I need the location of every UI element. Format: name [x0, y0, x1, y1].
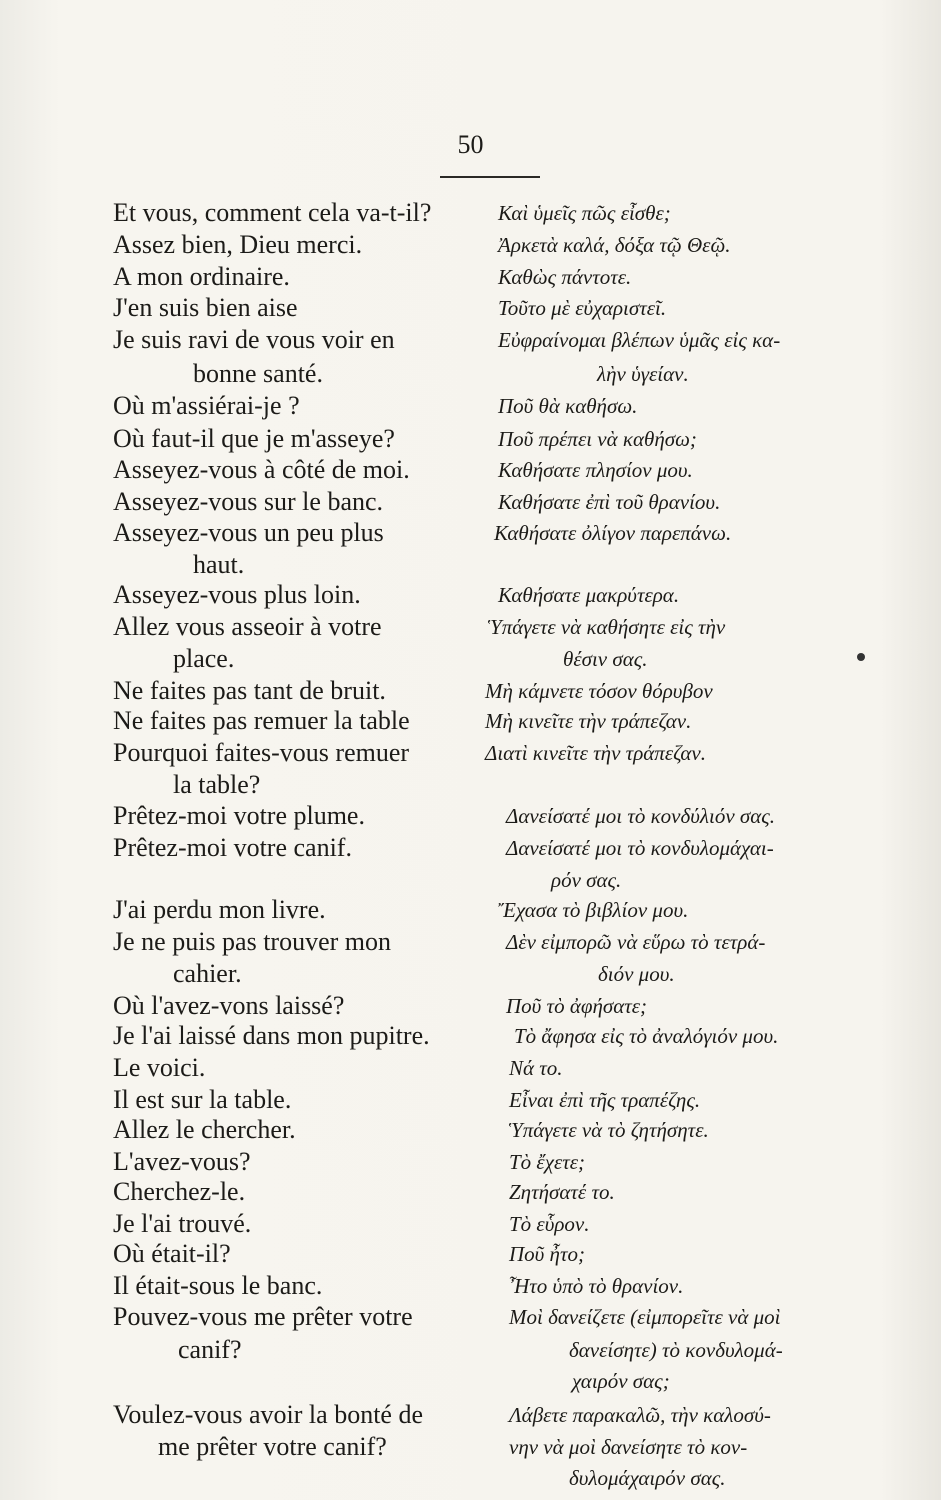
- french-text: Cherchez-le.: [113, 1177, 246, 1206]
- greek-text: Ἀρκετὰ καλά, δόξα τῷ Θεῷ.: [498, 233, 731, 257]
- greek-text: νην νὰ μοὶ δανείσητε τὸ κον-: [509, 1435, 748, 1459]
- phrase-line: [0, 325, 941, 361]
- phrase-line: [0, 1400, 941, 1436]
- phrase-line: [0, 1115, 941, 1151]
- greek-text: θέσιν σας.: [563, 647, 648, 671]
- greek-text: Ζητήσατέ το.: [509, 1180, 615, 1204]
- greek-text: Νά το.: [509, 1056, 563, 1080]
- phrase-line: [0, 833, 941, 869]
- french-text: cahier.: [173, 959, 242, 988]
- greek-text: Καθήσατε πλησίον μου.: [498, 458, 693, 482]
- greek-text: Ἦτο ὑπὸ τὸ θρανίον.: [509, 1274, 684, 1298]
- phrase-line: [0, 518, 941, 554]
- phrase-line: [0, 1239, 941, 1275]
- french-text: haut.: [193, 550, 245, 579]
- greek-text: Καθήσατε μακρύτερα.: [498, 583, 680, 607]
- greek-text: Δανείσατέ μοι τὸ κονδυλομάχαι-: [506, 836, 774, 860]
- page-number: 50: [457, 130, 484, 159]
- french-text: Où faut-il que je m'asseye?: [113, 424, 395, 453]
- phrase-line: [0, 1021, 941, 1057]
- french-text: Je l'ai laissé dans mon pupitre.: [113, 1021, 430, 1050]
- french-text: Pouvez-vous me prêter votre: [113, 1302, 413, 1331]
- phrase-line: [0, 198, 941, 234]
- greek-text: Τὸ ἔχετε;: [509, 1150, 586, 1174]
- phrase-line: [0, 293, 941, 329]
- phrase-line: [0, 580, 941, 616]
- french-text: Il est sur la table.: [113, 1085, 292, 1114]
- french-text: Je ne puis pas trouver mon: [113, 927, 392, 956]
- greek-text: Ποῦ θὰ καθήσω.: [498, 394, 638, 418]
- greek-text: Ποῦ πρέπει νὰ καθήσω;: [498, 427, 697, 451]
- french-text: canif?: [178, 1335, 242, 1364]
- french-text: Prêtez-moi votre plume.: [113, 801, 365, 830]
- french-text: Voulez-vous avoir la bonté de: [113, 1400, 423, 1429]
- french-text: Où m'assiérai-je ?: [113, 391, 300, 420]
- phrase-line: [0, 612, 941, 648]
- greek-text: Καθὼς πάντοτε.: [498, 265, 632, 289]
- greek-text: λὴν ὑγείαν.: [597, 362, 689, 386]
- french-text: Assez bien, Dieu merci.: [113, 230, 363, 259]
- greek-text: Εὐφραίνομαι βλέπων ὑμᾶς εἰς κα-: [498, 328, 781, 352]
- phrase-line: [0, 455, 941, 491]
- greek-text: Δὲν εἰμπορῶ νὰ εὕρω τὸ τετρά-: [506, 930, 766, 954]
- french-text: Allez vous asseoir à votre: [113, 612, 382, 641]
- greek-text: Καθήσατε ἐπὶ τοῦ θρανίου.: [498, 490, 721, 514]
- french-text: place.: [173, 644, 235, 673]
- french-text: Pourquoi faites-vous remuer: [113, 738, 410, 767]
- french-text: Ne faites pas tant de bruit.: [113, 676, 386, 705]
- greek-text: διόν μου.: [598, 962, 675, 986]
- phrase-line: [0, 359, 941, 395]
- phrase-line: [0, 895, 941, 931]
- french-text: Où l'avez-vons laissé?: [113, 991, 345, 1020]
- greek-text: Μὴ κινεῖτε τὴν τράπεζαν.: [485, 709, 692, 733]
- greek-text: Ὑπάγετε νὰ καθήσητε εἰς τὴν: [488, 615, 726, 639]
- french-text: A mon ordinaire.: [113, 262, 290, 291]
- greek-text: Εἶναι ἐπὶ τῆς τραπέζης.: [509, 1088, 701, 1112]
- greek-text: Ἔχασα τὸ βιβλίον μου.: [498, 898, 689, 922]
- french-text: Asseyez-vous sur le banc.: [113, 487, 384, 516]
- phrase-line: [0, 1302, 941, 1338]
- french-text: la table?: [173, 770, 261, 799]
- french-text: Le voici.: [113, 1053, 206, 1082]
- french-text: Allez le chercher.: [113, 1115, 296, 1144]
- french-text: Je l'ai trouvé.: [113, 1209, 252, 1238]
- french-text: Je suis ravi de vous voir en: [113, 325, 395, 354]
- phrase-line: [0, 1463, 941, 1499]
- header-rule: [440, 176, 540, 178]
- greek-text: Ποῦ τὸ ἀφήσατε;: [506, 994, 648, 1018]
- phrase-line: [0, 959, 941, 995]
- french-text: Ne faites pas remuer la table: [113, 706, 410, 735]
- greek-text: δανείσητε) τὸ κονδυλομά-: [569, 1338, 783, 1362]
- french-text: Asseyez-vous à côté de moi.: [113, 455, 410, 484]
- french-text: Où était-il?: [113, 1239, 231, 1268]
- ink-spot: [857, 653, 865, 661]
- greek-text: Καθήσατε ὀλίγον παρεπάνω.: [494, 521, 732, 545]
- french-text: L'avez-vous?: [113, 1147, 251, 1176]
- french-text: Asseyez-vous plus loin.: [113, 580, 361, 609]
- phrase-line: [0, 644, 941, 680]
- greek-text: ρόν σας.: [551, 868, 622, 892]
- greek-text: Ὑπάγετε νὰ τὸ ζητήσητε.: [509, 1118, 709, 1142]
- greek-text: Τὸ ἄφησα εἰς τὸ ἀναλόγιόν μου.: [514, 1024, 779, 1048]
- french-text: Asseyez-vous un peu plus: [113, 518, 384, 547]
- french-text: Et vous, comment cela va-t-il?: [113, 198, 432, 227]
- greek-text: Ποῦ ἦτο;: [509, 1242, 585, 1266]
- phrase-line: [0, 230, 941, 266]
- french-text: me prêter votre canif?: [158, 1432, 387, 1461]
- phrase-line: [0, 1366, 941, 1402]
- greek-text: Μὴ κάμνετε τόσον θόρυβον: [485, 679, 713, 703]
- greek-text: Δανείσατέ μοι τὸ κονδύλιόν σας.: [506, 804, 776, 828]
- french-text: J'ai perdu mon livre.: [113, 895, 326, 924]
- phrase-line: [0, 1177, 941, 1213]
- greek-text: Λάβετε παρακαλῶ, τὴν καλοσύ-: [509, 1403, 771, 1427]
- french-text: bonne santé.: [193, 359, 323, 388]
- french-text: Il était-sous le banc.: [113, 1271, 323, 1300]
- phrase-line: [0, 801, 941, 837]
- phrase-line: [0, 391, 941, 427]
- greek-text: Καὶ ὑμεῖς πῶς εἶσθε;: [498, 201, 671, 225]
- phrase-line: [0, 738, 941, 774]
- phrase-line: [0, 927, 941, 963]
- greek-text: Τοῦτο μὲ εὐχαριστεῖ.: [498, 296, 667, 320]
- greek-text: Διατὶ κινεῖτε τὴν τράπεζαν.: [485, 741, 706, 765]
- phrase-line: [0, 1053, 941, 1089]
- french-text: J'en suis bien aise: [113, 293, 298, 322]
- phrase-line: [0, 706, 941, 742]
- greek-text: δυλομάχαιρόν σας.: [569, 1466, 726, 1490]
- greek-text: χαιρόν σας;: [572, 1369, 670, 1393]
- greek-text: Μοὶ δανείζετε (εἰμπορεῖτε νὰ μοὶ: [509, 1305, 781, 1329]
- french-text: Prêtez-moi votre canif.: [113, 833, 352, 862]
- greek-text: Τὸ εὗρον.: [509, 1212, 590, 1236]
